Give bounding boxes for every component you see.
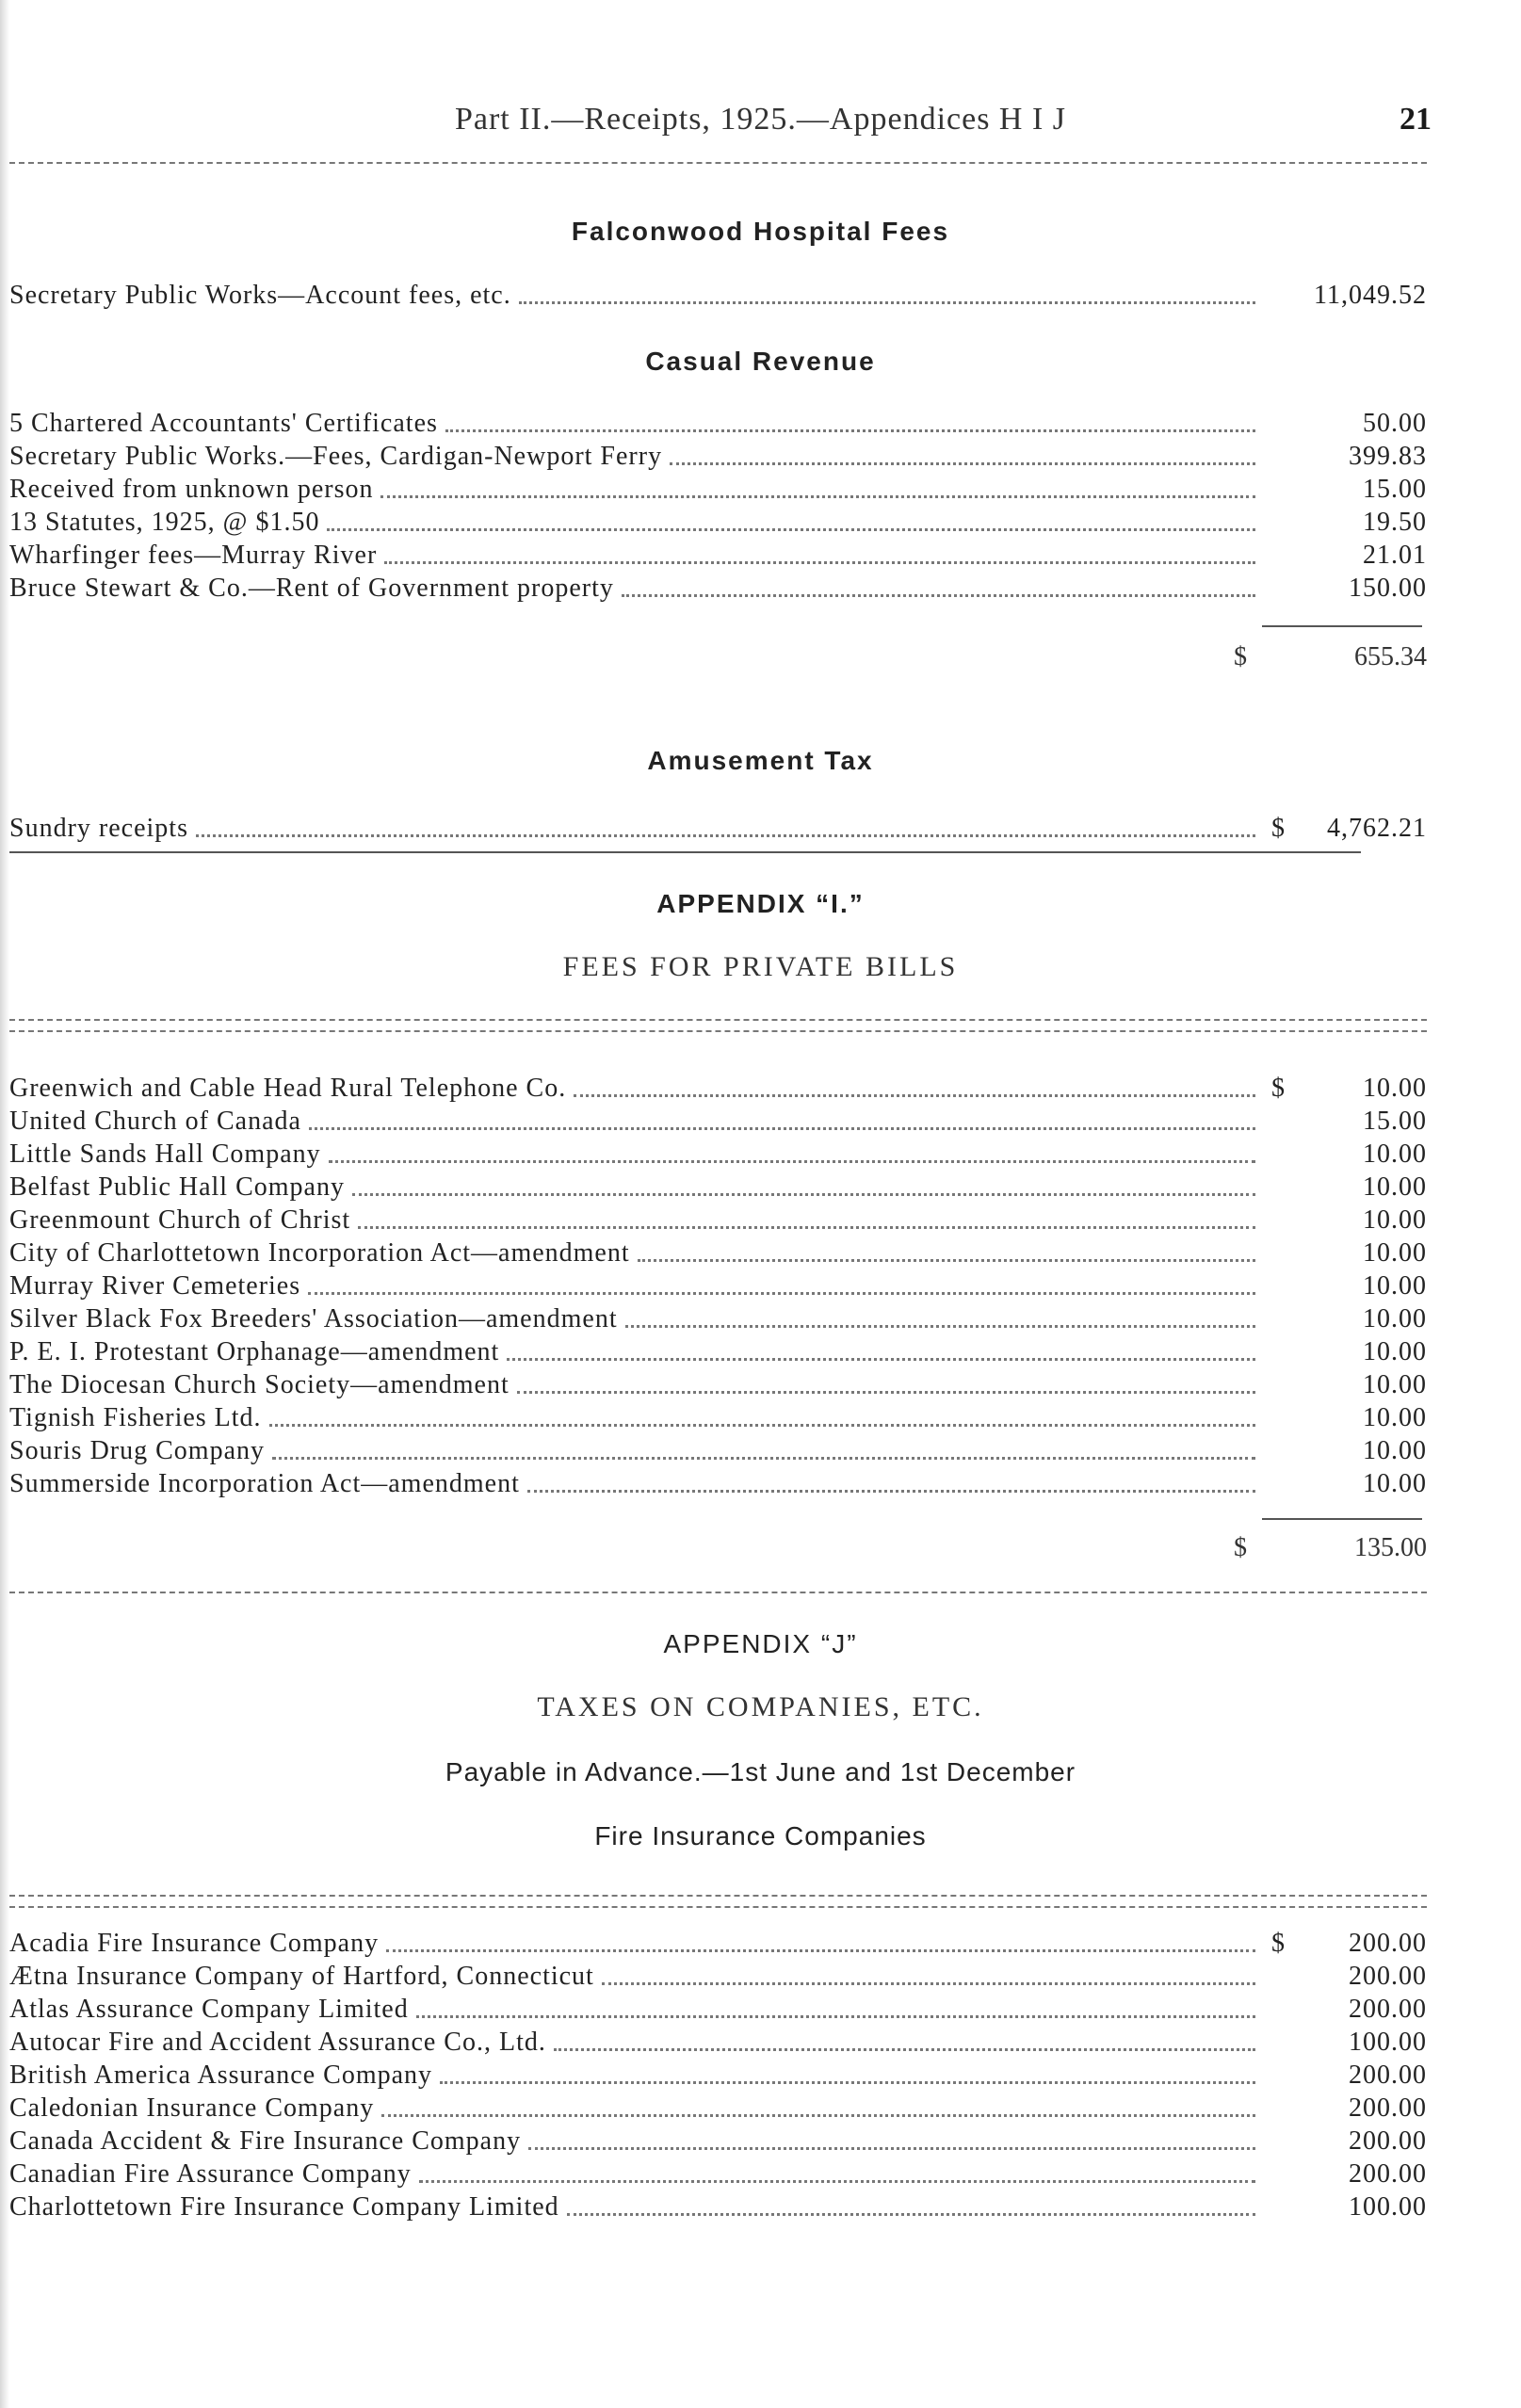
- ledger-row-amount: 200.00: [1349, 2126, 1427, 2156]
- ledger-row: [9, 473, 1427, 505]
- ledger-row: [9, 812, 1427, 844]
- ledger-row-label: Canada Accident & Fire Insurance Company: [9, 2126, 522, 2156]
- ledger-row-label: Canadian Fire Assurance Company: [9, 2159, 412, 2189]
- appendix-i-rule-bottom: [9, 1030, 1427, 1032]
- ledger-row: [9, 1138, 1427, 1170]
- header-rule: [9, 162, 1427, 164]
- dot-leader: [528, 2147, 1255, 2150]
- ledger-row-amount: 10.00: [1363, 1139, 1427, 1169]
- ledger-row-label: Silver Black Fox Breeders' Association—amendment: [9, 1304, 618, 1333]
- ledger-row: [9, 2158, 1427, 2190]
- ledger-row: [9, 539, 1427, 571]
- casual-total: [1234, 638, 1427, 672]
- ledger-row-label: Ætna Insurance Company of Hartford, Connecticut: [9, 1962, 594, 1991]
- running-head: [0, 102, 1521, 147]
- ledger-row: [9, 1960, 1427, 1992]
- dot-leader: [527, 1490, 1255, 1493]
- ledger-row-label: Souris Drug Company: [9, 1436, 265, 1465]
- ledger-row-amount: 10.00: [1363, 1074, 1427, 1103]
- dot-leader: [352, 1193, 1255, 1196]
- ledger-row-label: Summerside Incorporation Act—amendment: [9, 1469, 520, 1498]
- ledger-row: [9, 572, 1427, 604]
- ledger-row-amount: 19.50: [1363, 508, 1427, 537]
- dot-leader: [329, 1160, 1255, 1163]
- appendix-i-total-rule: [1262, 1518, 1422, 1520]
- amusement-tax-heading: Amusement Tax: [647, 746, 874, 775]
- appendix-j-heading: APPENDIX “J”: [663, 1629, 858, 1658]
- ledger-row-amount: 10.00: [1363, 1172, 1427, 1202]
- casual-total-currency: $: [1234, 642, 1247, 671]
- ledger-row-label: The Diocesan Church Society—amendment: [9, 1370, 510, 1399]
- dot-leader: [567, 2213, 1255, 2216]
- dot-leader: [554, 2048, 1255, 2051]
- ledger-row-amount: 10.00: [1363, 1436, 1427, 1465]
- casual-revenue-heading: Casual Revenue: [645, 347, 876, 376]
- ledger-row-label: Belfast Public Hall Company: [9, 1172, 345, 1202]
- dot-leader: [507, 1358, 1255, 1361]
- appendix-j-category: Fire Insurance Companies: [594, 1821, 927, 1850]
- ledger-row: [9, 1105, 1427, 1137]
- ledger-row-amount: 399.83: [1349, 442, 1427, 471]
- dot-leader: [519, 301, 1255, 304]
- ledger-row-label: City of Charlottetown Incorporation Act—amendment: [9, 1238, 630, 1268]
- ledger-row-label: Greenwich and Cable Head Rural Telephone Co.: [9, 1074, 567, 1103]
- dot-leader: [622, 594, 1255, 597]
- dot-leader: [358, 1226, 1255, 1229]
- ledger-row-label: 5 Chartered Accountants' Certificates: [9, 409, 438, 438]
- appendix-i-total-currency: $: [1234, 1533, 1247, 1562]
- ledger-row-amount: 10.00: [1363, 1205, 1427, 1235]
- dot-leader: [445, 429, 1255, 432]
- dot-leader: [196, 834, 1255, 837]
- ledger-row-label: Atlas Assurance Company Limited: [9, 1995, 409, 2024]
- ledger-row: [9, 279, 1427, 311]
- page-number: 21: [1400, 102, 1432, 137]
- ledger-row-amount: 10.00: [1363, 1469, 1427, 1498]
- ledger-row-amount: 10.00: [1363, 1403, 1427, 1432]
- ledger-row: [9, 1072, 1427, 1104]
- ledger-row-label: Caledonian Insurance Company: [9, 2093, 375, 2123]
- ledger-row: [9, 506, 1427, 538]
- ledger-row: [9, 407, 1427, 439]
- ledger-row-label: Secretary Public Works.—Fees, Cardigan-Newport Ferry: [9, 442, 663, 471]
- dot-leader: [272, 1457, 1255, 1460]
- ledger-row-amount: 100.00: [1349, 2192, 1427, 2222]
- ledger-row-label: Greenmount Church of Christ: [9, 1205, 351, 1235]
- ledger-row: [9, 1269, 1427, 1301]
- ledger-row: [9, 1236, 1427, 1269]
- ledger-row: [9, 2190, 1427, 2222]
- ledger-row: [9, 2092, 1427, 2124]
- ledger-row: [9, 1401, 1427, 1433]
- ledger-row-currency: $: [1271, 814, 1286, 843]
- ledger-row-amount: 10.00: [1363, 1271, 1427, 1301]
- casual-total-rule: [1262, 625, 1422, 627]
- ledger-row-label: Bruce Stewart & Co.—Rent of Government property: [9, 574, 614, 603]
- dot-leader: [381, 2114, 1255, 2117]
- ledger-row-label: Sundry receipts: [9, 814, 188, 843]
- dot-leader: [308, 1292, 1255, 1295]
- ledger-row: [9, 1467, 1427, 1499]
- ledger-row: [9, 2125, 1427, 2157]
- dot-leader: [386, 1949, 1255, 1952]
- ledger-row: [9, 1204, 1427, 1236]
- ledger-row: [9, 1302, 1427, 1334]
- ledger-row-label: Tignish Fisheries Ltd.: [9, 1403, 262, 1432]
- ledger-row-amount: 100.00: [1349, 2028, 1427, 2057]
- ledger-row: [9, 1368, 1427, 1400]
- ledger-row-amount: 11,049.52: [1314, 281, 1427, 310]
- ledger-row: [9, 1171, 1427, 1203]
- appendix-i-rule-top: [9, 1019, 1427, 1021]
- casual-total-amount: 655.34: [1354, 642, 1427, 671]
- ledger-row-label: Murray River Cemeteries: [9, 1271, 301, 1301]
- ledger-row-amount: 200.00: [1349, 2159, 1427, 2189]
- appendix-j-rule-top: [9, 1895, 1427, 1897]
- ledger-row-amount: 10.00: [1363, 1337, 1427, 1366]
- ledger-row: [9, 2026, 1427, 2058]
- ledger-row-label: Secretary Public Works—Account fees, etc.: [9, 281, 511, 310]
- ledger-row-amount: 200.00: [1349, 1995, 1427, 2024]
- appendix-i-total-amount: 135.00: [1354, 1533, 1427, 1562]
- ledger-row-currency: $: [1271, 1929, 1286, 1958]
- dot-leader: [440, 2081, 1255, 2084]
- ledger-row-label: Acadia Fire Insurance Company: [9, 1929, 380, 1958]
- ledger-row-label: P. E. I. Protestant Orphanage—amendment: [9, 1337, 500, 1366]
- ledger-row-label: Wharfinger fees—Murray River: [9, 541, 378, 570]
- amusement-rule: [9, 851, 1361, 853]
- ledger-row-currency: $: [1271, 1074, 1286, 1103]
- dot-leader: [309, 1127, 1255, 1130]
- ledger-row: [9, 1434, 1427, 1466]
- appendix-i-subheading: FEES FOR PRIVATE BILLS: [562, 951, 959, 982]
- dot-leader: [625, 1325, 1255, 1328]
- appendix-j-rule-bottom: [9, 1906, 1427, 1908]
- ledger-row-amount: 200.00: [1349, 1929, 1427, 1958]
- ledger-row: [9, 1927, 1427, 1959]
- dot-leader: [638, 1259, 1255, 1262]
- ledger-row-amount: 200.00: [1349, 2093, 1427, 2123]
- ledger-row: [9, 1335, 1427, 1367]
- dot-leader: [384, 561, 1255, 564]
- dot-leader: [327, 528, 1255, 531]
- ledger-row-amount: 50.00: [1363, 409, 1427, 438]
- ledger-row-amount: 15.00: [1363, 475, 1427, 504]
- dot-leader: [419, 2180, 1255, 2183]
- running-title: Part II.—Receipts, 1925.—Appendices H I J: [454, 102, 1067, 137]
- ledger-row-amount: 200.00: [1349, 1962, 1427, 1991]
- dot-leader: [574, 1094, 1255, 1097]
- dot-leader: [602, 1982, 1255, 1985]
- dot-leader: [517, 1391, 1255, 1394]
- ledger-row-amount: 10.00: [1363, 1370, 1427, 1399]
- ledger-row-label: Received from unknown person: [9, 475, 374, 504]
- ledger-row-amount: 200.00: [1349, 2061, 1427, 2090]
- dot-leader: [670, 462, 1255, 465]
- falconwood-heading: Falconwood Hospital Fees: [571, 217, 950, 246]
- ledger-row-label: 13 Statutes, 1925, @ $1.50: [9, 508, 320, 537]
- appendix-i-heading: APPENDIX “I.”: [656, 889, 865, 918]
- ledger-row-label: Autocar Fire and Accident Assurance Co., Ltd.: [9, 2028, 546, 2057]
- ledger-row-amount: 10.00: [1363, 1238, 1427, 1268]
- dot-leader: [416, 2015, 1255, 2018]
- ledger-row-label: Little Sands Hall Company: [9, 1139, 321, 1169]
- ledger-row-amount: 15.00: [1363, 1107, 1427, 1136]
- ledger-row-label: Charlottetown Fire Insurance Company Limited: [9, 2192, 559, 2222]
- ledger-row: [9, 1993, 1427, 2025]
- ledger-row-label: British America Assurance Company: [9, 2061, 433, 2090]
- appendix-j-subheading: TAXES ON COMPANIES, ETC.: [537, 1691, 984, 1722]
- dot-leader: [269, 1424, 1255, 1427]
- dot-leader: [380, 495, 1255, 498]
- ledger-row-label: United Church of Canada: [9, 1107, 301, 1136]
- appendix-j-note: Payable in Advance.—1st June and 1st December: [445, 1757, 1076, 1786]
- appendix-i-end-rule: [9, 1592, 1427, 1593]
- ledger-row-amount: 21.01: [1363, 541, 1427, 570]
- ledger-row: [9, 440, 1427, 472]
- ledger-row-amount: 10.00: [1363, 1304, 1427, 1333]
- ledger-row-amount: 4,762.21: [1327, 814, 1427, 843]
- appendix-i-total: [1234, 1529, 1427, 1563]
- ledger-row-amount: 150.00: [1349, 574, 1427, 603]
- ledger-row: [9, 2059, 1427, 2091]
